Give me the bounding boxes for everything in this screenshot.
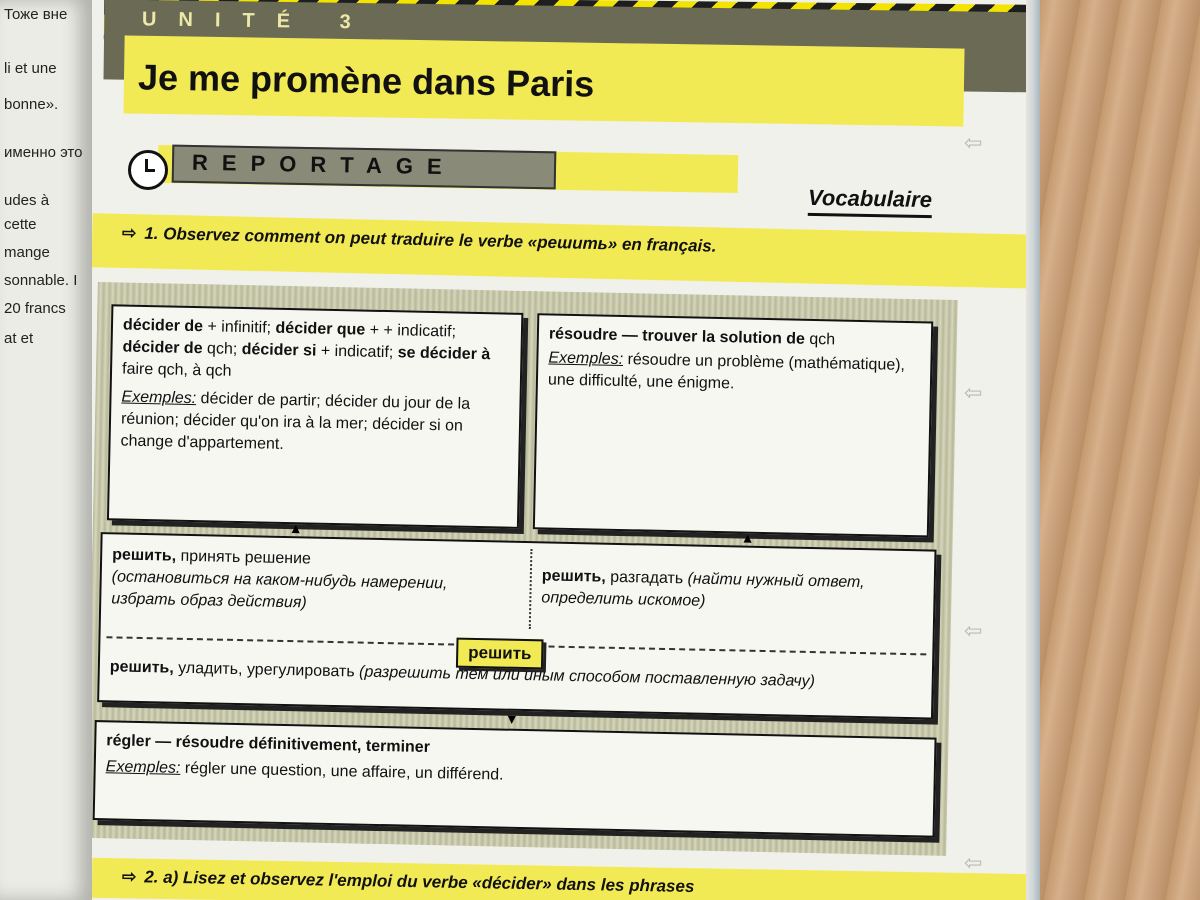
exercise2-text: 2. a) Lisez et observez l'emploi du verbe «décider» dans les phrases bbox=[144, 867, 695, 896]
left-page-line: Тоже вне bbox=[4, 6, 68, 23]
arrow-right-icon: ⇨ bbox=[121, 867, 137, 887]
decider-text: + indicatif; bbox=[316, 342, 398, 362]
unit-label: UNITÉ 3 bbox=[141, 8, 373, 34]
decider-term: décider de bbox=[122, 338, 203, 358]
reshit-term: решить, bbox=[109, 658, 174, 677]
vocabulary-diagram bbox=[92, 278, 958, 856]
textbook-page bbox=[92, 0, 1040, 900]
page-title: Je me promène dans Paris bbox=[137, 56, 595, 105]
dash: — bbox=[150, 733, 176, 751]
left-page-line: именно это bbox=[4, 144, 83, 161]
left-page-line: mange bbox=[4, 244, 50, 261]
reshit-term: решить, bbox=[541, 567, 606, 586]
resoudre-definition: trouver la solution de bbox=[642, 327, 806, 348]
decider-term: se décider à bbox=[397, 344, 491, 364]
exercise1-text: 1. Observez comment on peut traduire le verbe «решить» en français. bbox=[144, 223, 717, 256]
reshit-meaning-solve bbox=[541, 565, 922, 617]
reshit-box bbox=[97, 529, 936, 719]
examples-label: Exemples: bbox=[548, 349, 624, 369]
reshit-note: (остановиться на каком-нибудь намерении, избрать образ действия) bbox=[111, 568, 448, 612]
regler-examples bbox=[106, 756, 924, 795]
reshit-key-label: решить bbox=[456, 638, 544, 670]
section-vocabulaire: Vocabulaire bbox=[808, 185, 932, 218]
examples-label: Exemples: bbox=[121, 388, 197, 408]
reshit-definition: принять решение bbox=[175, 547, 312, 568]
resoudre-examples-text: résoudre un problème (mathématique), une difficulté, une énigme. bbox=[547, 351, 906, 393]
decider-examples-text: décider de partir; décider du jour de la réunion; décider qu'on ira à la mer; décider si on change d'appartement. bbox=[120, 390, 471, 453]
page-marker-icon: ⇦ bbox=[964, 130, 983, 155]
resoudre-definition-tail: qch bbox=[804, 330, 836, 349]
page-marker-icon: ⇦ bbox=[964, 380, 983, 405]
decider-term: décider de bbox=[122, 316, 204, 336]
resoudre-examples bbox=[548, 347, 921, 399]
reshit-note: (найти нужный ответ, определить искомое) bbox=[541, 570, 865, 610]
left-page-line: at et bbox=[4, 330, 34, 347]
left-page-line: sonnable. I bbox=[4, 272, 78, 289]
regler-definition: résoudre définitivement, terminer bbox=[175, 733, 431, 757]
dotted-divider bbox=[529, 549, 533, 629]
left-page-line: cette bbox=[4, 216, 37, 233]
decider-text: qch; bbox=[202, 340, 242, 359]
arrow-right-icon: ⇨ bbox=[121, 223, 137, 243]
reshit-term: решить, bbox=[112, 546, 177, 565]
page-marker-icon: ⇦ bbox=[964, 850, 983, 875]
left-page-line: li et une bbox=[4, 60, 57, 77]
wood-background bbox=[1040, 0, 1200, 900]
regler-term: régler bbox=[106, 732, 151, 751]
regler-examples-text: régler une question, une affaire, un différend. bbox=[180, 759, 504, 784]
reshit-meaning-decide bbox=[111, 544, 512, 618]
reshit-note: (разрешить тем или иным способом поставленную задачу) bbox=[358, 663, 816, 691]
section-reportage: REPORTAGE bbox=[191, 149, 456, 180]
decider-box bbox=[107, 304, 523, 529]
decider-text: + infinitif; bbox=[202, 318, 276, 337]
decider-text: faire qch, à qch bbox=[121, 360, 232, 380]
arrow-up-icon: ▲ bbox=[288, 520, 303, 537]
decider-text: + + indicatif; bbox=[365, 321, 457, 341]
left-page bbox=[0, 0, 92, 900]
left-page-line: 20 francs bbox=[4, 300, 66, 317]
arrow-up-icon: ▲ bbox=[740, 529, 755, 546]
page-edge bbox=[1026, 0, 1040, 900]
dash: — bbox=[617, 326, 643, 345]
decider-term: décider si bbox=[241, 341, 317, 360]
decider-examples bbox=[120, 387, 509, 461]
clock-icon bbox=[128, 150, 168, 190]
resoudre-term: résoudre bbox=[548, 325, 618, 344]
examples-label: Exemples: bbox=[105, 758, 181, 777]
arrow-down-icon: ▼ bbox=[504, 710, 519, 727]
reshit-definition: уладить, урегулировать bbox=[173, 659, 360, 681]
decider-term: décider que bbox=[275, 319, 366, 339]
reshit-definition: разгадать bbox=[605, 568, 688, 588]
page-marker-icon: ⇦ bbox=[964, 618, 983, 643]
left-page-line: bonne». bbox=[4, 96, 59, 113]
resoudre-box bbox=[533, 313, 933, 537]
left-page-line: udes à bbox=[4, 192, 50, 209]
regler-box bbox=[93, 720, 937, 838]
